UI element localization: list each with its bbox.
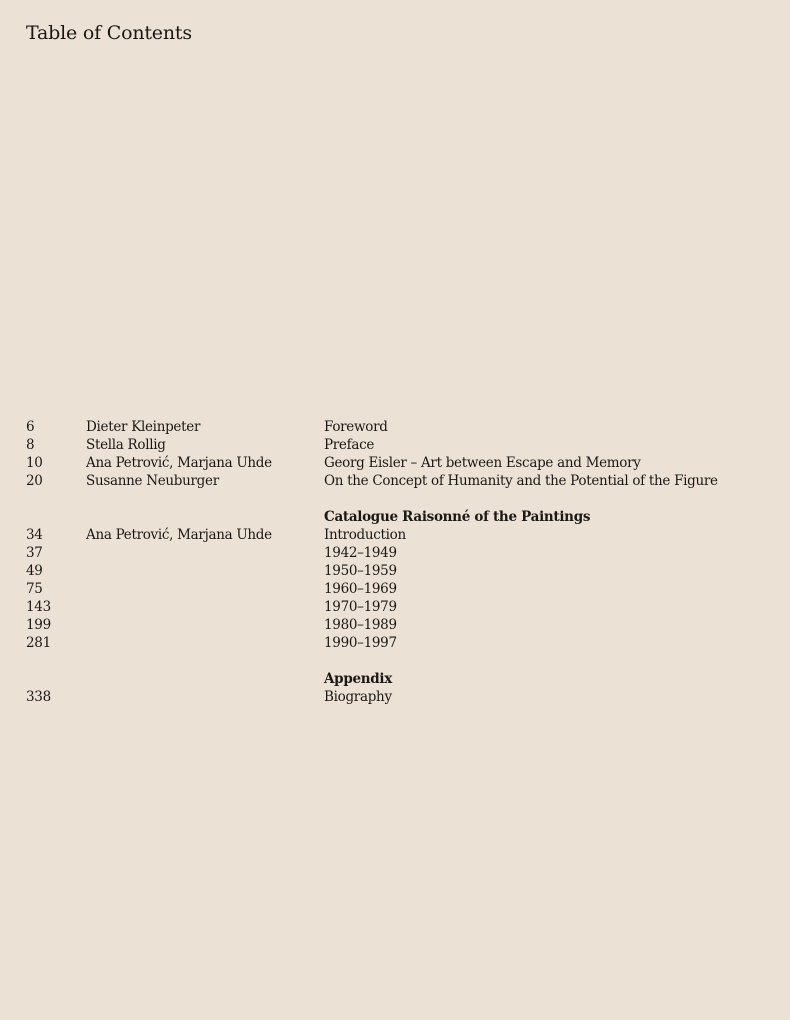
toc-author: Ana Petrović, Marjana Uhde bbox=[86, 455, 272, 471]
toc-entry[interactable] bbox=[26, 454, 766, 472]
section-spacer bbox=[26, 652, 766, 670]
toc-author: Susanne Neuburger bbox=[86, 473, 219, 489]
toc-entry[interactable] bbox=[26, 526, 766, 544]
toc-title: Biography bbox=[324, 689, 392, 705]
toc-page-number: 281 bbox=[26, 635, 51, 651]
toc-section-heading bbox=[26, 508, 766, 526]
toc-title: 1942–1949 bbox=[324, 545, 397, 561]
toc-page-number: 143 bbox=[26, 599, 51, 615]
toc-page-number: 75 bbox=[26, 581, 43, 597]
toc-entry[interactable] bbox=[26, 472, 766, 490]
section-heading-appendix: Appendix bbox=[324, 671, 392, 687]
toc-entry[interactable] bbox=[26, 418, 766, 436]
toc-author: Dieter Kleinpeter bbox=[86, 419, 201, 435]
toc-entry[interactable] bbox=[26, 616, 766, 634]
toc-entry[interactable] bbox=[26, 580, 766, 598]
toc-entry[interactable] bbox=[26, 544, 766, 562]
toc-title: On the Concept of Humanity and the Potential of the Figure bbox=[324, 473, 718, 489]
section-heading-catalogue: Catalogue Raisonné of the Paintings bbox=[324, 509, 591, 525]
toc-entry[interactable] bbox=[26, 634, 766, 652]
toc-title: 1960–1969 bbox=[324, 581, 397, 597]
toc-section-heading bbox=[26, 670, 766, 688]
toc-page-number: 6 bbox=[26, 419, 35, 435]
toc-page-number: 49 bbox=[26, 563, 43, 579]
toc-page-number: 37 bbox=[26, 545, 43, 561]
page-title: Table of Contents bbox=[26, 22, 192, 44]
toc-title: 1980–1989 bbox=[324, 617, 397, 633]
toc-title: Georg Eisler – Art between Escape and Memory bbox=[324, 455, 641, 471]
toc-entry[interactable] bbox=[26, 598, 766, 616]
toc-page-number: 199 bbox=[26, 617, 51, 633]
table-of-contents bbox=[26, 418, 766, 706]
toc-title: 1970–1979 bbox=[324, 599, 397, 615]
toc-author: Ana Petrović, Marjana Uhde bbox=[86, 527, 272, 543]
toc-title: 1990–1997 bbox=[324, 635, 397, 651]
toc-entry[interactable] bbox=[26, 436, 766, 454]
toc-title: Foreword bbox=[324, 419, 388, 435]
section-spacer bbox=[26, 490, 766, 508]
toc-page-number: 338 bbox=[26, 689, 51, 705]
toc-entry[interactable] bbox=[26, 688, 766, 706]
toc-title: 1950–1959 bbox=[324, 563, 397, 579]
toc-title: Preface bbox=[324, 437, 375, 453]
toc-page-number: 20 bbox=[26, 473, 43, 489]
toc-title: Introduction bbox=[324, 527, 406, 543]
toc-author: Stella Rollig bbox=[86, 437, 166, 453]
toc-page-number: 8 bbox=[26, 437, 35, 453]
toc-entry[interactable] bbox=[26, 562, 766, 580]
toc-page-number: 34 bbox=[26, 527, 43, 543]
toc-page-number: 10 bbox=[26, 455, 43, 471]
